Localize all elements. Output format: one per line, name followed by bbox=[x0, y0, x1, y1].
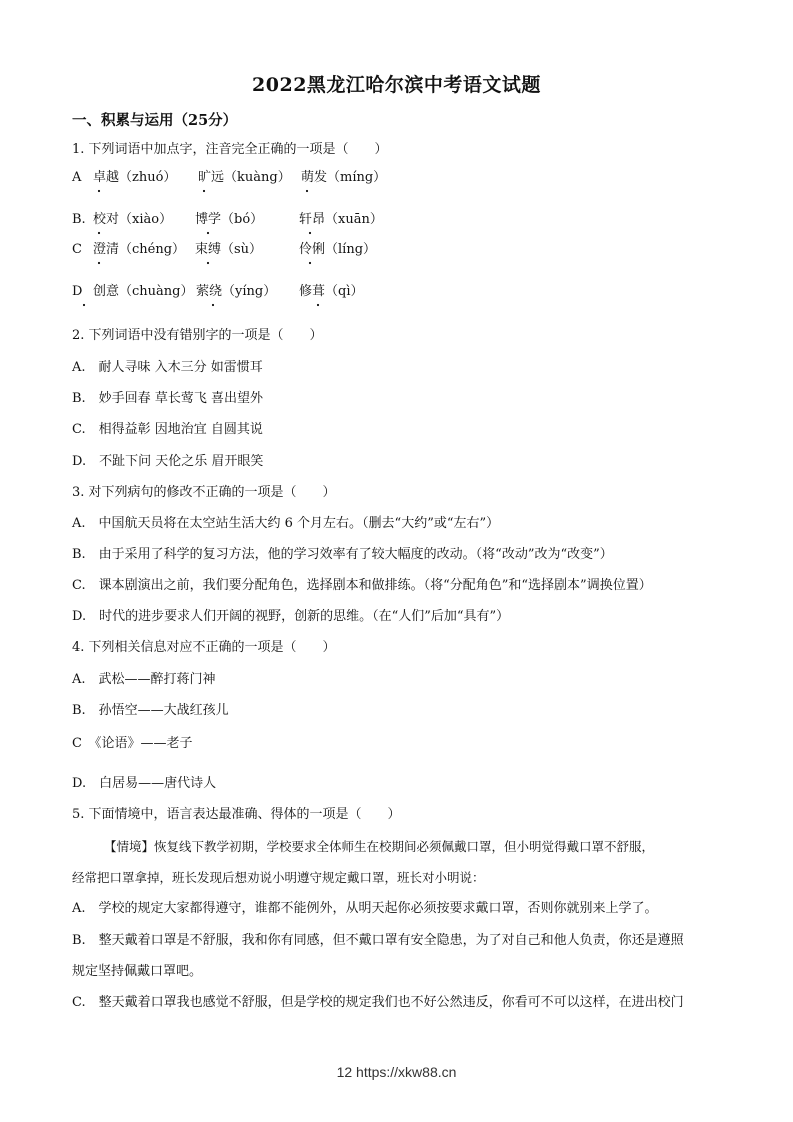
q1-stem: 1. 下列词语中加点字，注音完全正确的一项是（ ） bbox=[72, 142, 388, 157]
emphasis-dot bbox=[317, 304, 319, 306]
section-heading: 一、积累与运用（25分） bbox=[72, 112, 238, 129]
q5-option-a: A. 学校的规定大家都得遵守，谁都不能例外，从明天起你必须按要求戴口罩，否则你就别来上学了。 bbox=[72, 901, 658, 916]
option-label: C bbox=[72, 242, 82, 257]
page-footer: 12 https://xkw88.cn bbox=[336, 1064, 457, 1080]
q5-stem: 5. 下面情境中，语言表达最准确、得体的一项是（ ） bbox=[72, 807, 401, 822]
q5-context-line1: 【情境】恢复线下教学初期，学校要求全体师生在校期间必须佩戴口罩，但小明觉得戴口罩不舒服， bbox=[104, 839, 655, 854]
q1-a-word1: 卓越（zhuó） bbox=[93, 170, 177, 185]
q2-option-c: C. 相得益彰 因地治宜 自圆其说 bbox=[72, 422, 263, 437]
q1-d-word1: 创意（chuàng） bbox=[93, 284, 194, 299]
q3-stem: 3. 对下列病句的修改不正确的一项是（ ） bbox=[72, 485, 336, 500]
q1-a-word3: 萌发（míng） bbox=[301, 170, 387, 185]
emphasis-dot bbox=[309, 262, 311, 264]
emphasis-dot bbox=[98, 262, 100, 264]
emphasis-dot bbox=[83, 304, 85, 306]
q3-option-c: C. 课本剧演出之前，我们要分配角色，选择剧本和做排练。（将“分配角色”和“选择剧本”调换位置） bbox=[72, 578, 652, 593]
q2-option-a: A. 耐人寻味 入木三分 如雷惯耳 bbox=[72, 360, 263, 375]
emphasis-dot bbox=[98, 190, 100, 192]
option-label: D bbox=[72, 284, 83, 299]
q1-c-word3: 伶俐（líng） bbox=[299, 242, 377, 257]
q1-b-word3: 轩昂（xuān） bbox=[299, 212, 383, 227]
emphasis-dot bbox=[212, 304, 214, 306]
q1-a-word2: 旷远（kuàng） bbox=[198, 170, 291, 185]
q5-option-c-line1: C. 整天戴着口罩我也感觉不舒服，但是学校的规定我们也不好公然违反，你看可不可以这样，在进出校门 bbox=[72, 995, 684, 1010]
q3-option-a: A. 中国航天员将在太空站生活大约 6 个月左右。（删去“大约”或“左右”） bbox=[72, 516, 500, 531]
q2-option-b: B. 妙手回春 草长莺飞 喜出望外 bbox=[72, 391, 263, 406]
q2-option-d: D. 不趾下问 天伦之乐 眉开眼笑 bbox=[72, 454, 264, 469]
option-label: A bbox=[72, 170, 82, 185]
option-label: B. bbox=[72, 212, 86, 227]
emphasis-dot bbox=[207, 262, 209, 264]
q1-c-word2: 束缚（sù） bbox=[195, 242, 263, 257]
emphasis-dot bbox=[98, 232, 100, 234]
q4-stem: 4. 下列相关信息对应不正确的一项是（ ） bbox=[72, 640, 336, 655]
q1-b-word1: 校对（xiào） bbox=[93, 212, 173, 227]
q4-option-d: D. 白居易——唐代诗人 bbox=[72, 776, 217, 791]
page-title: 2022黑龙江哈尔滨中考语文试题 bbox=[252, 74, 541, 96]
q5-option-b-line1: B. 整天戴着口罩是不舒服，我和你有同感，但不戴口罩有安全隐患，为了对自己和他人负责，你还是遵照 bbox=[72, 933, 684, 948]
q4-option-a: A. 武松——醉打蒋门神 bbox=[72, 672, 216, 687]
q5-option-b-line2: 规定坚持佩戴口罩吧。 bbox=[72, 964, 203, 979]
emphasis-dot bbox=[309, 232, 311, 234]
q1-d-word3: 修葺（qì） bbox=[299, 284, 364, 299]
q4-option-c: C 《论语》——老子 bbox=[72, 736, 193, 751]
q5-context-line2: 经常把口罩拿掉，班长发现后想劝说小明遵守规定戴口罩，班长对小明说： bbox=[72, 870, 485, 885]
q3-option-d: D. 时代的进步要求人们开阔的视野，创新的思维。（在“人们”后加“具有”） bbox=[72, 609, 510, 624]
emphasis-dot bbox=[203, 190, 205, 192]
q2-stem: 2. 下列词语中没有错别字的一项是（ ） bbox=[72, 328, 323, 343]
q1-c-word1: 澄清（chéng） bbox=[93, 242, 186, 257]
q4-option-b: B. 孙悟空——大战红孩儿 bbox=[72, 703, 229, 718]
q1-b-word2: 博学（bó） bbox=[195, 212, 264, 227]
emphasis-dot bbox=[207, 232, 209, 234]
q1-d-word2: 萦绕（yíng） bbox=[196, 284, 277, 299]
q3-option-b: B. 由于采用了科学的复习方法，他的学习效率有了较大幅度的改动。（将“改动”改为“改变”） bbox=[72, 547, 613, 562]
emphasis-dot bbox=[306, 190, 308, 192]
